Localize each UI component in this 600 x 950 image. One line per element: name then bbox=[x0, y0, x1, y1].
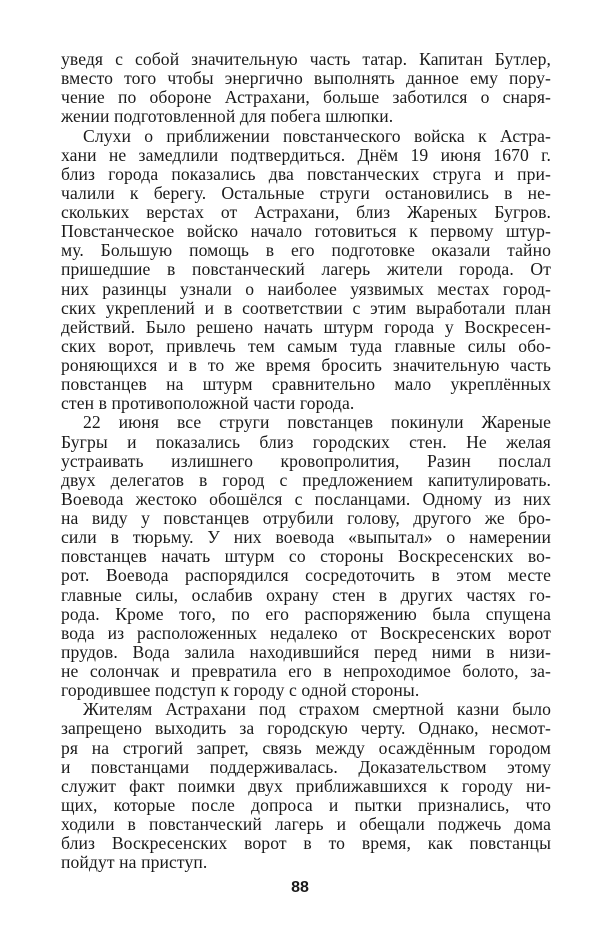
text-line: городившее подступ к городу с одной стороны. bbox=[61, 680, 420, 701]
text-line: Жителям Астрахани под страхом смертной казни было bbox=[83, 699, 551, 720]
text-line: них разинцы узнали о наиболее уязвимых местах город- bbox=[61, 278, 551, 299]
text-line: Бугры и показались близ городских стен. Не желая bbox=[61, 431, 551, 452]
text-line: действий. Было решено начать штурм города у Воскресен- bbox=[61, 316, 551, 337]
text-line: чалили к берегу. Остальные струги остановились в не- bbox=[61, 182, 551, 203]
text-line: хани не замедлили подтвердиться. Днём 19 июня 1670 г. bbox=[61, 144, 551, 165]
text-line: чение по обороне Астрахани, больше заботился о снаря- bbox=[61, 87, 551, 108]
text-line: пойдут на приступ. bbox=[61, 852, 208, 873]
text-line: близ города показались два повстанческих струга и при- bbox=[61, 163, 551, 184]
text-line: служит факт поимки двух приближавшихся к городу ни- bbox=[61, 775, 551, 796]
text-line: не солончак и превратила его в непроходимое болото, за- bbox=[61, 661, 551, 681]
text-line: запрещено выходить за городскую черту. Однако, несмот- bbox=[61, 718, 551, 739]
text-line: повстанцев на штурм сравнительно мало укреплённых bbox=[61, 374, 551, 395]
text-line: щих, которые после допроса и пытки признались, что bbox=[61, 794, 551, 815]
text-line: повстанцев начать штурм со стороны Воскресенских во- bbox=[61, 546, 551, 567]
paragraph bbox=[61, 127, 551, 414]
paragraph bbox=[61, 700, 551, 872]
text-line: прудов. Вода залила находившийся перед ними в низи- bbox=[61, 641, 551, 662]
text-line: ских укреплений и в соответствии с этим выработали план bbox=[61, 297, 551, 318]
text-line: ских ворот, привлечь тем самым туда главные силы обо- bbox=[61, 335, 551, 356]
paragraph bbox=[61, 413, 551, 700]
text-line: рот. Воевода распорядился сосредоточить в этом месте bbox=[61, 565, 551, 586]
text-line: жении подготовленной для побега шлюпки. bbox=[61, 106, 394, 127]
text-line: Повстанческое войско начало готовиться к первому штур- bbox=[61, 221, 551, 242]
text-line: главные силы, ослабив охрану стен в других частях го- bbox=[61, 584, 551, 605]
text-line: уведя с собой значительную часть татар. Капитан Бутлер, bbox=[61, 49, 551, 69]
text-line: вместо того чтобы энергично выполнять данное ему пору- bbox=[61, 68, 551, 89]
text-line: рода. Кроме того, по его распоряжению была спущена bbox=[61, 603, 551, 624]
text-line: скольких верстах от Астрахани, близ Жареных Бугров. bbox=[61, 202, 551, 222]
paragraph bbox=[61, 50, 551, 127]
text-line: вода из расположенных недалеко от Воскресенских ворот bbox=[61, 622, 551, 643]
text-line: му. Большую помощь в его подготовке оказали тайно bbox=[61, 240, 551, 261]
text-line: пришедшие в повстанческий лагерь жители города. От bbox=[61, 259, 551, 280]
text-line: роняющихся и в то же время бросить значительную часть bbox=[61, 355, 551, 375]
text-line: Воевода жестоко обошёлся с посланцами. Одному из них bbox=[61, 488, 551, 509]
text-line: ря на строгий запрет, связь между осаждённым городом bbox=[61, 737, 551, 758]
text-line: двух делегатов в город с предложением капитулировать. bbox=[61, 469, 551, 490]
text-line: ходили в повстанческий лагерь и обещали поджечь дома bbox=[61, 814, 551, 834]
text-line: устраивать излишнего кровопролития, Разин послал bbox=[61, 450, 551, 471]
text-line: сили в тюрьму. У них воевода «выпытал» о намерении bbox=[61, 527, 551, 548]
text-line: 22 июня все струги повстанцев покинули Жареные bbox=[83, 412, 551, 433]
text-line: близ Воскресенских ворот в то время, как повстанцы bbox=[61, 833, 551, 854]
text-line: стен в противоположной части города. bbox=[61, 393, 355, 414]
text-line: Слухи о приближении повстанческого войска к Астра- bbox=[83, 125, 551, 146]
text-line: на виду у повстанцев отрубили голову, другого же бро- bbox=[61, 508, 551, 528]
body-text bbox=[61, 50, 551, 872]
text-line: и повстанцами поддерживалась. Доказательством этому bbox=[61, 756, 551, 777]
page-number: 88 bbox=[291, 879, 309, 896]
